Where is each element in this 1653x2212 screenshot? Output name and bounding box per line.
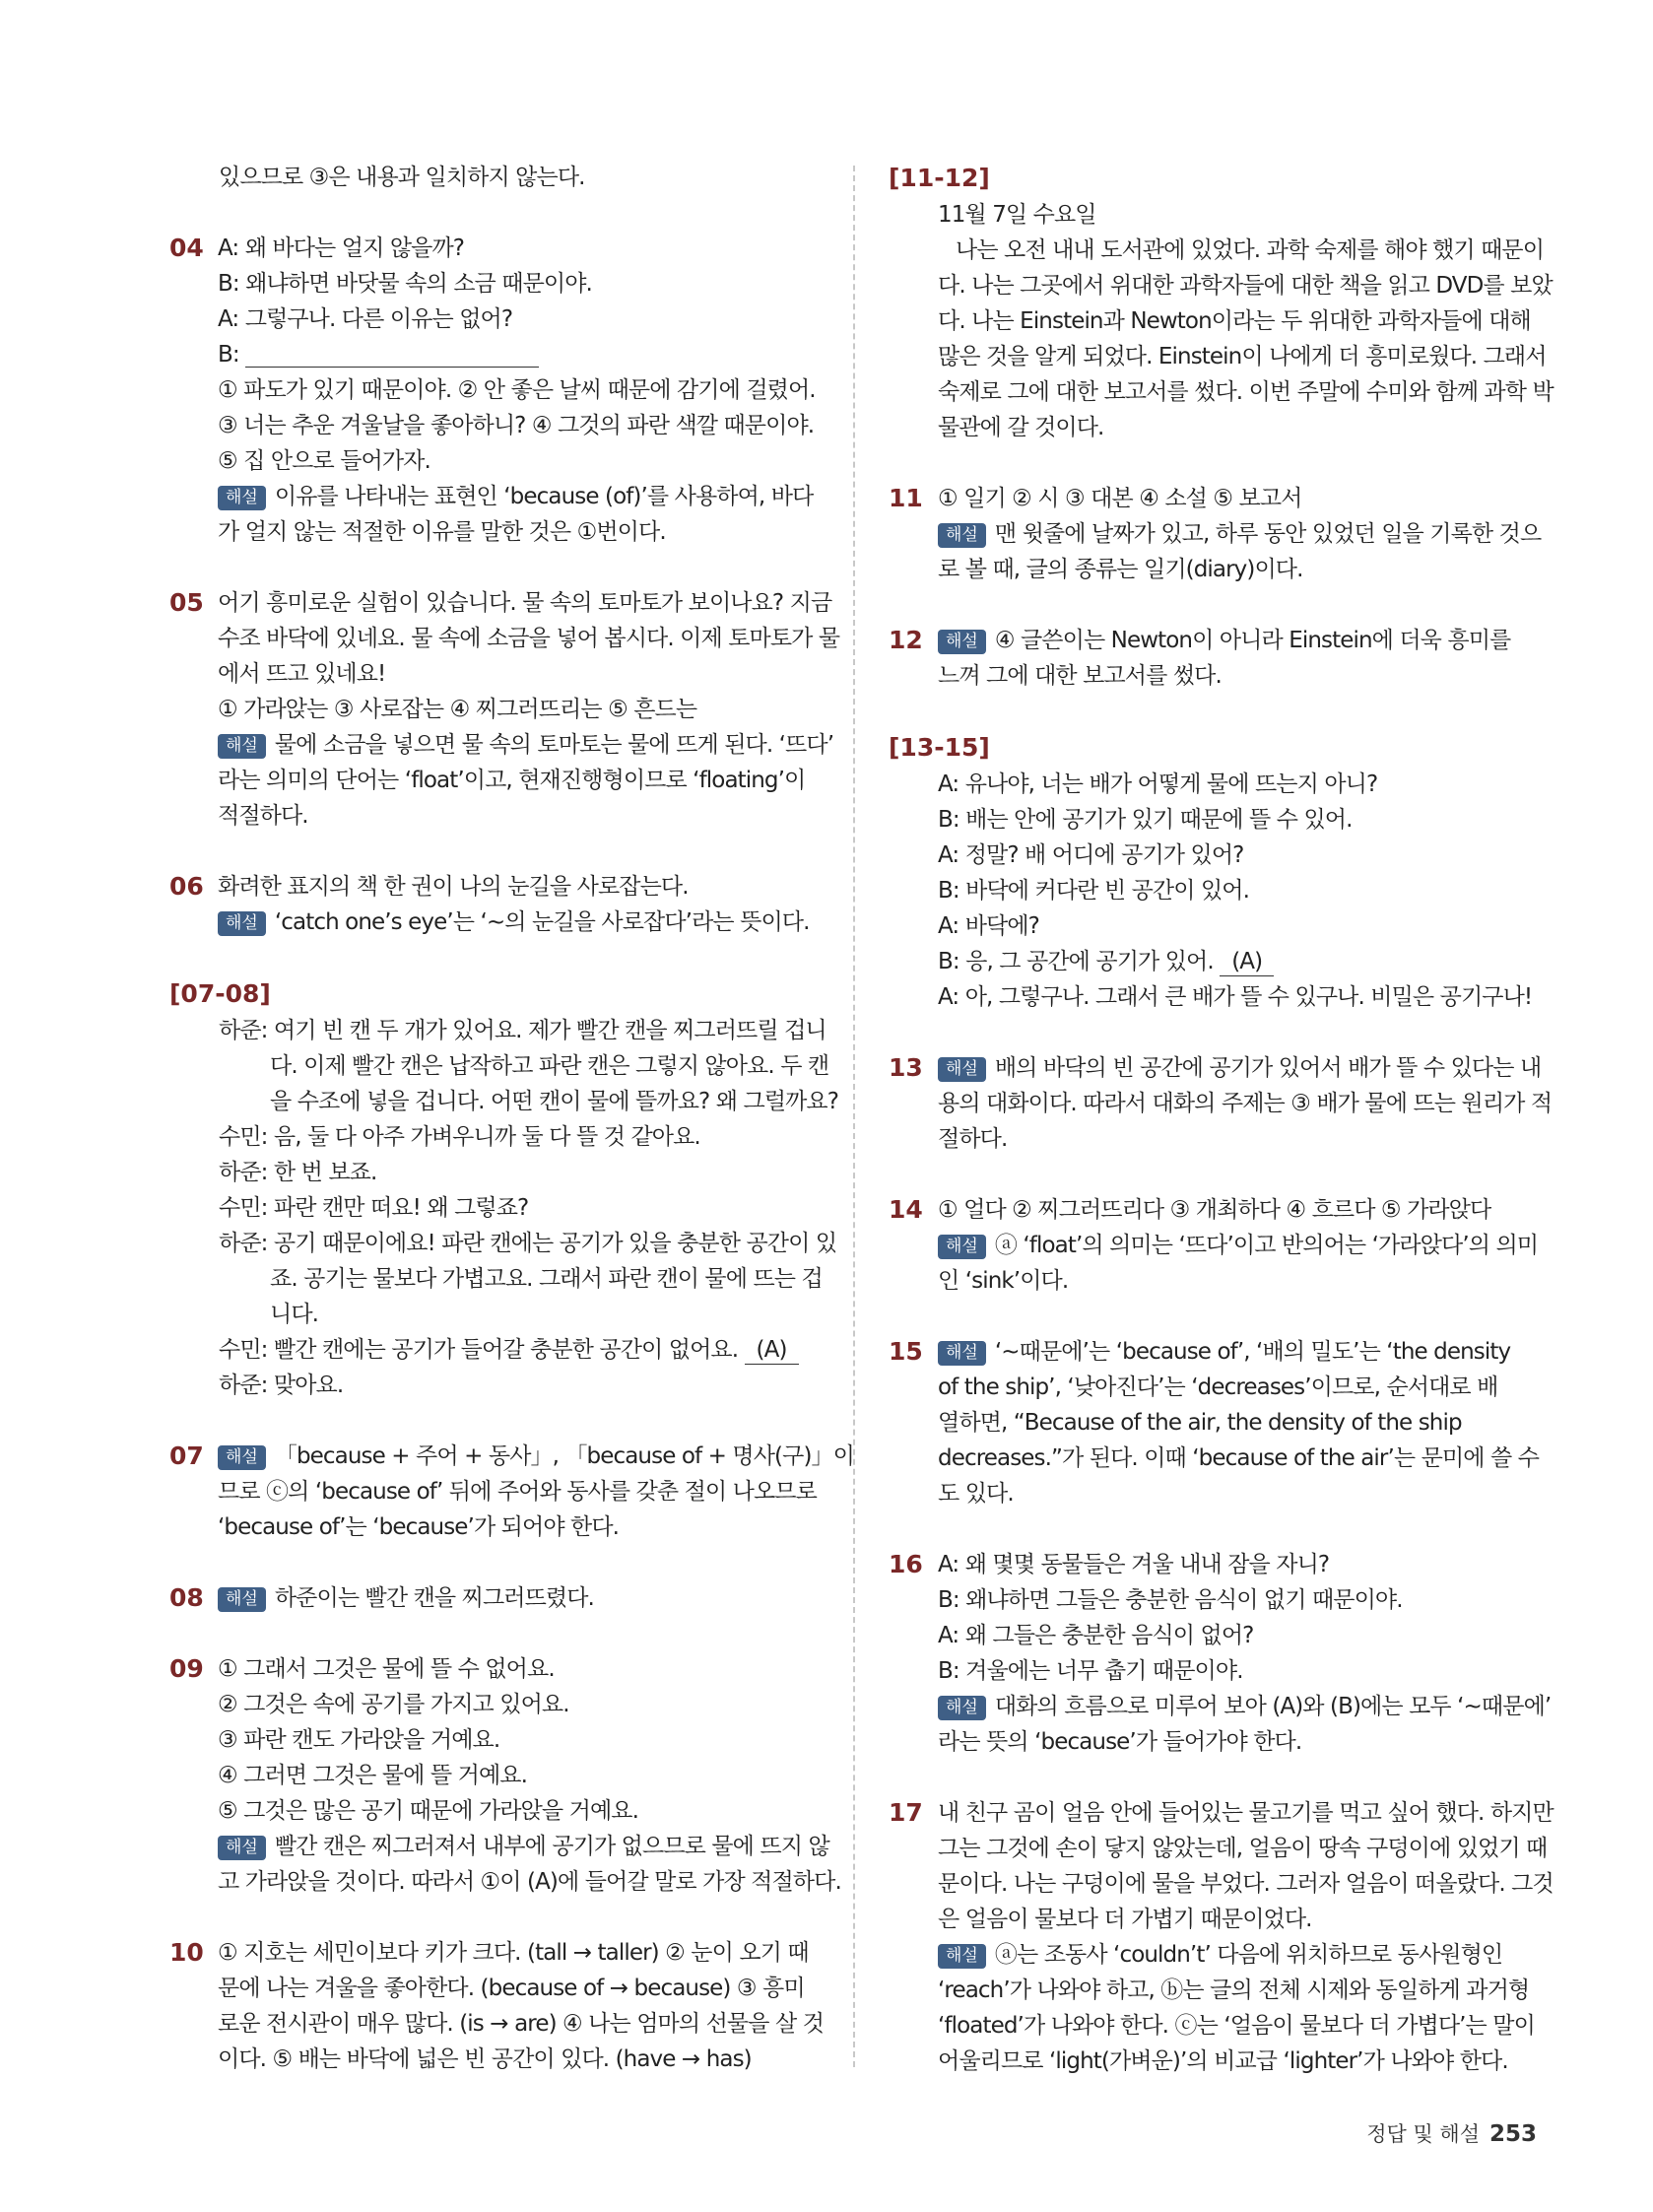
text-line: 많은 것을 알게 되었다. Einstein이 나에게 더 흥미로웠다. 그래서 (938, 344, 1547, 369)
spacer (169, 195, 818, 231)
page-number: 253 (1488, 2121, 1537, 2147)
question-number: 05 (169, 588, 204, 617)
text-line: 하준: 공기 때문이에요! 파란 캔에는 공기가 있을 충분한 공간이 있 (219, 1231, 837, 1256)
question-number: 17 (889, 1798, 923, 1827)
explanation-text: 대화의 흐름으로 미루어 보아 (A)와 (B)에는 모두 ‘~때문에’ (994, 1694, 1552, 1719)
text-line: 로운 전시관이 매우 많다. (is → are) ④ 나는 엄마의 선물을 살 것 (218, 2011, 825, 2037)
text-line: 가 얼지 않는 적절한 이유를 말한 것은 ①번이다. (218, 519, 666, 545)
text-line (938, 1228, 1539, 1263)
text-line (218, 337, 818, 372)
explanation-badge: 해설 (218, 734, 266, 759)
question-body (218, 585, 840, 834)
left-column (169, 160, 854, 2077)
text-line: 에서 뜨고 있네요! (218, 661, 386, 687)
text-block (938, 767, 1539, 1015)
question-number: 11 (889, 484, 923, 512)
section-range-label: [13-15] (889, 733, 990, 762)
text-line (938, 623, 1539, 658)
question-body (938, 1050, 1553, 1157)
spacer (169, 550, 818, 585)
blank-a-label: (A) (1220, 948, 1274, 976)
text-line: 있으므로 ③은 내용과 일치하지 않는다. (219, 165, 585, 190)
spacer (889, 1157, 1539, 1192)
explanation-text: 하준이는 빨간 캔을 찌그러뜨렸다. (274, 1585, 594, 1611)
dialogue-text: 수민: 빨간 캔에는 공기가 들어갈 충분한 공간이 없어요. (219, 1337, 745, 1363)
text-block (938, 197, 1554, 445)
text-line (938, 1937, 1539, 1973)
text-line (218, 1829, 829, 1864)
text-line: 죠. 공기는 물보다 가볍고요. 그래서 파란 캔이 물에 뜨는 겁 (270, 1266, 823, 1292)
question-number: 06 (169, 872, 204, 901)
spacer (889, 445, 1539, 481)
text-line: ‘because of’는 ‘because’가 되어야 한다. (218, 1514, 620, 1540)
text-line (218, 479, 818, 514)
text-line (218, 727, 834, 763)
text-line (938, 1689, 1552, 1724)
text-line: of the ship’, ‘낮아진다’는 ‘decreases’이므로, 순서대로 배 (938, 1374, 1498, 1400)
text-line: 므로 ⓒ의 ‘because of’ 뒤에 주어와 동사를 갖춘 절이 나오므로 (218, 1479, 817, 1505)
text-line: ③ 너는 추운 겨울날을 좋아하니? ④ 그것의 파란 색깔 때문이야. (218, 413, 815, 438)
text-line (938, 944, 1539, 979)
text-line: ‘reach’가 나와야 하고, ⓑ는 글의 전체 시제와 동일하게 과거형 (938, 1977, 1530, 2003)
explanation-text: 맨 윗줄에 날짜가 있고, 하루 동안 있었던 일을 기록한 것으 (994, 521, 1542, 547)
explanation-text: ‘catch one’s eye’는 ‘~의 눈길을 사로잡다’라는 뜻이다. (274, 909, 810, 935)
text-line: ③ 파란 캔도 가라앉을 거예요. (218, 1727, 500, 1753)
explanation-badge: 해설 (938, 1696, 986, 1720)
question-item (889, 1050, 1553, 1157)
text-line: 문에 나는 겨울을 좋아한다. (because of → because) ③ 흥미 (218, 1976, 805, 2001)
question-item (889, 1334, 1539, 1511)
text-line: ② 그것은 속에 공기를 가지고 있어요. (218, 1692, 569, 1717)
text-line: 수조 바닥에 있네요. 물 속에 소금을 넣어 봅시다. 이제 토마토가 물 (218, 626, 840, 651)
question-item (169, 585, 840, 834)
page-footer (1366, 2118, 1537, 2148)
text-line: A: 왜 바다는 얼지 않을까? (218, 235, 465, 261)
question-item (889, 1547, 1552, 1760)
explanation-text: 배의 바닥의 빈 공간에 공기가 있어서 배가 뜰 수 있다는 내 (994, 1055, 1542, 1081)
explanation-badge: 해설 (938, 1341, 986, 1366)
speaker-label: B: (218, 342, 246, 368)
spacer (169, 1545, 818, 1580)
text-line: 다. 이제 빨간 캔은 납작하고 파란 캔은 그렇지 않아요. 두 캔 (270, 1053, 829, 1079)
text-line: A: 바닥에? (938, 913, 1039, 939)
text-line: B: 배는 안에 공기가 있기 때문에 뜰 수 있어. (938, 807, 1353, 833)
question-number: 09 (169, 1654, 204, 1683)
text-line: 니다. (270, 1302, 319, 1327)
text-line: 은 얼음이 물보다 더 가볍기 때문이었다. (938, 1907, 1312, 1932)
explanation-badge: 해설 (218, 1836, 266, 1860)
text-line: decreases.”가 된다. 이때 ‘because of the air’는 문미에 쓸 수 (938, 1445, 1540, 1471)
question-item (169, 231, 818, 550)
text-line: A: 왜 몇몇 동물들은 겨울 내내 잠을 자니? (938, 1552, 1330, 1577)
question-body (938, 1334, 1539, 1511)
text-line: 적절하다. (218, 803, 308, 829)
spacer (889, 1299, 1539, 1334)
text-line: 이다. ⑤ 배는 바닥에 넓은 빈 공간이 있다. (have → has) (218, 2046, 752, 2072)
blank-a-label: (A) (745, 1336, 799, 1365)
explanation-text: ‘~때문에’는 ‘because of’, ‘배의 밀도’는 ‘the density (994, 1339, 1511, 1365)
explanation-badge: 해설 (938, 523, 986, 548)
explanation-badge: 해설 (218, 1587, 266, 1612)
text-line: B: 왜냐하면 그들은 충분한 음식이 없기 때문이야. (938, 1587, 1403, 1613)
text-line: ① 지호는 세민이보다 키가 크다. (tall → taller) ② 눈이 오기 때 (218, 1940, 809, 1966)
question-body (218, 1439, 854, 1545)
text-line: 나는 오전 내내 도서관에 있었다. 과학 숙제를 해야 했기 때문이 (956, 237, 1545, 263)
text-line: 화려한 표지의 책 한 권이 나의 눈길을 사로잡는다. (218, 874, 689, 900)
explanation-badge: 해설 (938, 630, 986, 654)
text-line: ④ 그러면 그것은 물에 뜰 거예요. (218, 1763, 528, 1788)
question-body (938, 1192, 1539, 1299)
question-number: 08 (169, 1583, 204, 1612)
text-line: 하준: 맞아요. (219, 1373, 344, 1398)
text-line: 고 가라앉을 것이다. 따라서 ①이 (A)에 들어갈 말로 가장 적절하다. (218, 1869, 841, 1895)
text-line: 을 수조에 넣을 겁니다. 어떤 캔이 물에 뜰까요? 왜 그럴까요? (270, 1089, 839, 1114)
text-line: 다. 나는 그곳에서 위대한 과학자들에 대한 책을 읽고 DVD를 보았 (938, 273, 1553, 299)
text-line (219, 1332, 818, 1368)
text-line: ⑤ 그것은 많은 공기 때문에 가라앉을 거예요. (218, 1798, 639, 1824)
question-item (169, 1439, 854, 1545)
explanation-badge: 해설 (218, 486, 266, 510)
text-line: B: 겨울에는 너무 춥기 때문이야. (938, 1658, 1243, 1684)
question-body (218, 1935, 825, 2077)
explanation-text: ⓐ ‘float’의 의미는 ‘뜨다’이고 반의어는 ‘가라앉다’의 의미 (994, 1233, 1539, 1258)
text-line: ① 얼다 ② 찌그러뜨리다 ③ 개최하다 ④ 흐르다 ⑤ 가라앉다 (938, 1197, 1491, 1223)
text-line: 어울리므로 ‘light(가벼운)’의 비교급 ‘lighter’가 나와야 한다. (938, 2048, 1508, 2074)
text-line: ‘floated’가 나와야 한다. ⓒ는 ‘얼음이 물보다 더 가볍다’는 말이 (938, 2013, 1535, 2039)
explanation-text: 물에 소금을 넣으면 물 속의 토마토는 물에 뜨게 된다. ‘뜨다’ (274, 732, 834, 758)
explanation-badge: 해설 (938, 1235, 986, 1259)
text-line: 용의 대화이다. 따라서 대화의 주제는 ③ 배가 물에 뜨는 원리가 적 (938, 1091, 1553, 1116)
right-column (889, 160, 1554, 2079)
explanation-badge: 해설 (938, 1057, 986, 1082)
question-item (169, 1580, 818, 1616)
text-line: ① 일기 ② 시 ③ 대본 ④ 소설 ⑤ 보고서 (938, 486, 1302, 511)
answer-blank (245, 343, 539, 368)
explanation-badge: 해설 (218, 1445, 266, 1470)
text-line: 느껴 그에 대한 보고서를 썼다. (938, 663, 1222, 689)
section-range-label: [11-12] (889, 164, 990, 192)
question-body (218, 869, 818, 940)
explanation-text: ④ 글쓴이는 Newton이 아니라 Einstein에 더욱 흥미를 (994, 628, 1511, 653)
question-item (889, 1795, 1554, 2079)
text-line: 인 ‘sink’이다. (938, 1268, 1069, 1294)
spacer (169, 834, 818, 869)
text-line: 어기 흥미로운 실험이 있습니다. 물 속의 토마토가 보이나요? 지금 (218, 590, 832, 616)
spacer (889, 587, 1539, 623)
question-number: 14 (889, 1195, 923, 1224)
text-line (938, 1050, 1542, 1086)
explanation-text: 「because + 주어 + 동사」, 「because of + 명사(구)」이 (274, 1443, 854, 1469)
text-line: B: 바닥에 커다란 빈 공간이 있어. (938, 878, 1250, 904)
spacer (889, 1760, 1539, 1795)
text-line: ① 그래서 그것은 물에 뜰 수 없어요. (218, 1656, 555, 1682)
text-line: 로 볼 때, 글의 종류는 일기(diary)이다. (938, 557, 1303, 582)
question-item (889, 623, 1539, 694)
text-line (938, 1334, 1539, 1370)
question-number: 15 (889, 1337, 923, 1366)
spacer (169, 1900, 818, 1935)
section-range-label: [07-08] (169, 979, 271, 1008)
text-line: 라는 의미의 단어는 ‘float’이고, 현재진행형이므로 ‘floating’이 (218, 768, 806, 793)
question-body (938, 1795, 1554, 2079)
text-block (219, 1013, 839, 1403)
explanation-text: 빨간 캔은 찌그러져서 내부에 공기가 없으므로 물에 뜨지 않 (274, 1834, 829, 1859)
text-line: B: 왜냐하면 바닷물 속의 소금 때문이야. (218, 271, 592, 297)
text-line: 문이다. 나는 구덩이에 물을 부었다. 그러자 얼음이 떠올랐다. 그것 (938, 1871, 1554, 1897)
text-line: ⑤ 집 안으로 들어가자. (218, 448, 430, 474)
text-line: A: 아, 그렇구나. 그래서 큰 배가 뜰 수 있구나. 비밀은 공기구나! (938, 984, 1533, 1010)
question-item (889, 481, 1542, 587)
text-line: 수민: 음, 둘 다 아주 가벼우니까 둘 다 뜰 것 같아요. (219, 1124, 700, 1150)
question-body (938, 481, 1542, 587)
text-line: ① 가라앉는 ③ 사로잡는 ④ 찌그러뜨리는 ⑤ 흔드는 (218, 697, 697, 722)
column-divider (853, 166, 855, 2067)
question-item (169, 869, 818, 940)
question-number: 12 (889, 626, 923, 654)
text-line: 라는 뜻의 ‘because’가 들어가야 한다. (938, 1729, 1302, 1755)
text-line: 수민: 파란 캔만 떠요! 왜 그렇죠? (219, 1195, 529, 1221)
text-line: 다. 나는 Einstein과 Newton이라는 두 위대한 과학자들에 대해 (938, 308, 1531, 334)
question-item (169, 1651, 841, 1900)
text-line: A: 왜 그들은 충분한 음식이 없어? (938, 1623, 1254, 1648)
text-line: A: 유나야, 너는 배가 어떻게 물에 뜨는지 아니? (938, 771, 1378, 797)
question-number: 07 (169, 1441, 204, 1470)
dialogue-text: B: 응, 그 공간에 공기가 있어. (938, 949, 1221, 974)
spacer (169, 940, 818, 975)
question-number: 16 (889, 1550, 923, 1578)
explanation-badge: 해설 (938, 1944, 986, 1969)
question-body (938, 1547, 1552, 1760)
text-line: 하준: 여기 빈 캔 두 개가 있어요. 제가 빨간 캔을 찌그러뜨릴 겁니 (219, 1018, 826, 1043)
spacer (889, 1015, 1539, 1050)
question-number: 13 (889, 1053, 923, 1082)
explanation-text: ⓐ는 조동사 ‘couldn’t’ 다음에 위치하므로 동사원형인 (994, 1942, 1503, 1968)
text-line (218, 1580, 818, 1616)
text-line: 물관에 갈 것이다. (938, 415, 1104, 440)
text-line: 도 있다. (938, 1481, 1014, 1507)
question-body (218, 1651, 841, 1900)
text-line: 그는 그것에 손이 닿지 않았는데, 얼음이 땅속 구덩이에 있었기 때 (938, 1836, 1548, 1861)
text-line (218, 1439, 854, 1474)
text-block (219, 160, 818, 195)
explanation-text: 이유를 나타내는 표현인 ‘because (of)’를 사용하여, 바다 (274, 484, 814, 509)
text-line: 내 친구 곰이 얼음 안에 들어있는 물고기를 먹고 싶어 했다. 하지만 (938, 1800, 1554, 1826)
question-body (218, 231, 818, 550)
text-line: 11월 7일 수요일 (938, 202, 1096, 228)
footer-section: 정답 및 해설 (1366, 2122, 1480, 2146)
question-body (218, 1580, 818, 1616)
text-line: 숙제로 그에 대한 보고서를 썼다. 이번 주말에 수미와 함께 과학 박 (938, 379, 1554, 405)
text-line (938, 516, 1542, 552)
spacer (889, 1511, 1539, 1547)
explanation-badge: 해설 (218, 911, 266, 936)
text-line: 열하면, “Because of the air, the density of the ship (938, 1410, 1462, 1436)
text-line (218, 905, 818, 940)
text-line: A: 그렇구나. 다른 이유는 없어? (218, 306, 513, 332)
spacer (169, 1616, 818, 1651)
question-item (169, 1935, 825, 2077)
question-number: 04 (169, 234, 204, 262)
question-item (889, 1192, 1539, 1299)
spacer (169, 1403, 818, 1439)
text-line: 절하다. (938, 1126, 1008, 1152)
spacer (889, 694, 1539, 729)
text-line: 하준: 한 번 보죠. (219, 1160, 377, 1185)
question-body (938, 623, 1539, 694)
text-line: ① 파도가 있기 때문이야. ② 안 좋은 날씨 때문에 감기에 걸렸어. (218, 377, 816, 403)
question-number: 10 (169, 1938, 204, 1967)
text-line: A: 정말? 배 어디에 공기가 있어? (938, 842, 1244, 868)
